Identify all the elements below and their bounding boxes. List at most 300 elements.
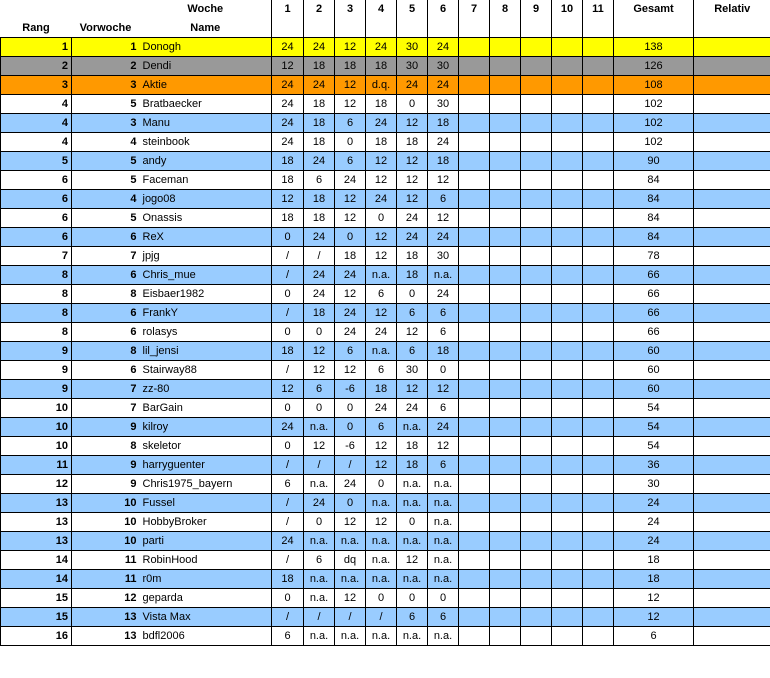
name-cell: jpjg [140,246,272,265]
week-score-cell [490,607,521,626]
week-score-cell [490,360,521,379]
week-score-cell [521,569,552,588]
table-row[interactable] [1,265,770,284]
rang-cell: 9 [1,379,72,398]
week-score-cell [552,455,583,474]
week-score-cell: 12 [366,436,397,455]
week-score-cell [459,265,490,284]
relativ-cell [694,246,770,265]
vorwoche-cell: 9 [72,417,140,436]
week-score-cell: 12 [335,588,366,607]
table-row[interactable] [1,303,770,322]
week-score-cell [552,113,583,132]
week-subheader [490,19,521,38]
relativ-cell [694,75,770,94]
week-score-cell: 24 [304,493,335,512]
week-score-cell: 0 [397,512,428,531]
gesamt-cell: 66 [614,265,694,284]
header-row-2 [1,19,770,38]
week-score-cell: 24 [335,303,366,322]
week-score-cell [583,493,614,512]
week-subheader [397,19,428,38]
week-score-cell: 12 [397,151,428,170]
week-score-cell [583,455,614,474]
week-score-cell [552,379,583,398]
rang-cell: 13 [1,493,72,512]
week-score-cell [490,56,521,75]
gesamt-cell: 84 [614,170,694,189]
week-score-cell: 24 [366,189,397,208]
week-subheader [366,19,397,38]
gesamt-cell: 102 [614,132,694,151]
week-score-cell: dq [335,550,366,569]
week-score-cell: 24 [366,322,397,341]
week-score-cell: 24 [272,75,304,94]
table-row[interactable] [1,208,770,227]
gesamt-cell: 60 [614,379,694,398]
week-score-cell [521,265,552,284]
table-row[interactable] [1,417,770,436]
week-score-cell: n.a. [304,417,335,436]
week-score-cell [583,550,614,569]
week-score-cell: 0 [397,94,428,113]
rang-cell: 4 [1,94,72,113]
relativ-cell [694,436,770,455]
gesamt-cell: 30 [614,474,694,493]
week-score-cell [490,94,521,113]
rang-cell: 12 [1,474,72,493]
week-score-cell: d.q. [366,75,397,94]
vorwoche-cell: 9 [72,455,140,474]
week-score-cell: 6 [397,341,428,360]
week-score-cell: 0 [335,132,366,151]
gesamt-cell: 102 [614,113,694,132]
week-score-cell [521,37,552,56]
week-score-cell: 18 [397,455,428,474]
rang-cell: 4 [1,132,72,151]
week-score-cell [459,246,490,265]
relativ-cell [694,417,770,436]
week-score-cell: 18 [272,569,304,588]
vorwoche-cell: 6 [72,360,140,379]
table-row[interactable] [1,341,770,360]
week-score-cell: 12 [397,379,428,398]
week-score-cell: n.a. [366,493,397,512]
week-score-cell [459,227,490,246]
week-score-cell: n.a. [366,550,397,569]
week-score-cell [521,531,552,550]
week-score-cell: 12 [304,436,335,455]
week-score-cell: 12 [335,189,366,208]
week-score-cell [583,436,614,455]
week-score-cell [521,626,552,645]
week-score-cell: 24 [304,284,335,303]
gesamt-cell: 54 [614,417,694,436]
week-score-cell: n.a. [428,550,459,569]
vorwoche-cell: 5 [72,94,140,113]
table-row[interactable] [1,151,770,170]
week-score-cell: / [272,512,304,531]
week-score-cell: 24 [397,208,428,227]
table-row[interactable] [1,531,770,550]
gesamt-cell: 84 [614,227,694,246]
week-score-cell [583,341,614,360]
week-score-cell: n.a. [366,531,397,550]
week-score-cell [521,379,552,398]
rang-cell: 13 [1,512,72,531]
week-score-cell [521,436,552,455]
table-row[interactable] [1,322,770,341]
week-score-cell: 12 [304,341,335,360]
week-score-cell [490,531,521,550]
table-row[interactable] [1,170,770,189]
week-score-cell [490,569,521,588]
week-score-cell: 12 [397,113,428,132]
relativ-cell [694,132,770,151]
rang-header: Rang [1,19,72,38]
week-score-cell: 24 [428,37,459,56]
week-score-cell [459,493,490,512]
week-header-4: 4 [366,0,397,19]
table-row[interactable] [1,512,770,531]
table-row[interactable] [1,588,770,607]
week-header-10: 10 [552,0,583,19]
week-header-2: 2 [304,0,335,19]
name-cell: skeletor [140,436,272,455]
week-score-cell: 12 [366,246,397,265]
relativ-cell [694,341,770,360]
gesamt-cell: 84 [614,189,694,208]
week-header-5: 5 [397,0,428,19]
table-row[interactable] [1,360,770,379]
week-score-cell [490,436,521,455]
week-score-cell: 12 [335,360,366,379]
week-score-cell: 6 [366,360,397,379]
week-score-cell [521,113,552,132]
week-score-cell [521,588,552,607]
relativ-cell [694,94,770,113]
table-row[interactable] [1,75,770,94]
week-score-cell: 18 [397,246,428,265]
week-score-cell: 12 [397,189,428,208]
week-score-cell [490,132,521,151]
week-score-cell: 24 [397,227,428,246]
rang-cell: 4 [1,113,72,132]
vorwoche-cell: 7 [72,398,140,417]
week-score-cell: 6 [335,151,366,170]
relativ-cell [694,189,770,208]
table-row[interactable] [1,37,770,56]
week-score-cell: 18 [397,132,428,151]
week-score-cell [552,189,583,208]
week-header-9: 9 [521,0,552,19]
vorwoche-cell: 4 [72,132,140,151]
week-score-cell: n.a. [397,626,428,645]
rang-cell: 8 [1,322,72,341]
week-score-cell: 30 [397,360,428,379]
rang-cell: 10 [1,417,72,436]
week-score-cell [583,227,614,246]
week-score-cell [459,37,490,56]
week-score-cell: 0 [366,208,397,227]
week-score-cell: n.a. [304,588,335,607]
week-score-cell [552,607,583,626]
week-score-cell [521,56,552,75]
week-score-cell [552,56,583,75]
vorwoche-cell: 7 [72,379,140,398]
gesamt-cell: 24 [614,493,694,512]
week-score-cell: 12 [397,170,428,189]
week-score-cell: n.a. [428,569,459,588]
table-row[interactable] [1,113,770,132]
week-score-cell [583,151,614,170]
vorwoche-cell: 5 [72,208,140,227]
week-score-cell: 18 [335,246,366,265]
rang-cell: 6 [1,189,72,208]
table-row[interactable] [1,398,770,417]
week-score-cell: 12 [366,303,397,322]
relativ-cell [694,113,770,132]
week-score-cell: 24 [397,75,428,94]
week-score-cell [583,607,614,626]
week-score-cell: 12 [428,208,459,227]
name-cell: Eisbaer1982 [140,284,272,303]
week-score-cell: / [335,455,366,474]
week-score-cell: 24 [272,531,304,550]
week-score-cell: 6 [428,322,459,341]
table-row[interactable] [1,455,770,474]
week-score-cell: 12 [335,75,366,94]
week-score-cell: / [335,607,366,626]
gesamt-cell: 66 [614,284,694,303]
relativ-cell [694,360,770,379]
table-row[interactable] [1,94,770,113]
week-score-cell [552,170,583,189]
week-score-cell: 12 [366,151,397,170]
name-cell: bdfl2006 [140,626,272,645]
rang-cell: 1 [1,37,72,56]
relativ-cell [694,398,770,417]
name-cell: jogo08 [140,189,272,208]
table-row[interactable] [1,626,770,645]
week-score-cell [583,531,614,550]
week-score-cell: 24 [428,227,459,246]
rang-cell: 8 [1,284,72,303]
week-score-cell [490,341,521,360]
header-empty-rang [1,0,72,19]
name-cell: Chris1975_bayern [140,474,272,493]
table-row[interactable] [1,474,770,493]
vorwoche-cell: 6 [72,303,140,322]
week-score-cell [490,151,521,170]
week-score-cell [521,398,552,417]
week-score-cell: 24 [272,94,304,113]
gesamt-subheader [614,19,694,38]
name-cell: r0m [140,569,272,588]
week-score-cell [459,113,490,132]
name-cell: HobbyBroker [140,512,272,531]
table-row[interactable] [1,550,770,569]
rang-cell: 8 [1,265,72,284]
name-cell: Chris_mue [140,265,272,284]
gesamt-cell: 138 [614,37,694,56]
week-score-cell: 0 [397,588,428,607]
vorwoche-cell: 6 [72,227,140,246]
name-cell: kilroy [140,417,272,436]
week-header-1: 1 [272,0,304,19]
rang-cell: 6 [1,227,72,246]
gesamt-cell: 84 [614,208,694,227]
week-score-cell [552,227,583,246]
week-score-cell: 18 [304,132,335,151]
week-score-cell: / [272,455,304,474]
week-score-cell [521,189,552,208]
week-score-cell [459,56,490,75]
table-row[interactable] [1,436,770,455]
gesamt-cell: 78 [614,246,694,265]
table-row[interactable] [1,56,770,75]
week-score-cell: 6 [335,113,366,132]
week-score-cell: 6 [428,189,459,208]
week-score-cell: n.a. [335,531,366,550]
week-score-cell [583,398,614,417]
relativ-cell [694,607,770,626]
relativ-cell [694,531,770,550]
week-score-cell: 24 [366,37,397,56]
week-score-cell [490,512,521,531]
relativ-cell [694,550,770,569]
week-score-cell [583,360,614,379]
table-row[interactable] [1,246,770,265]
vorwoche-cell: 1 [72,37,140,56]
week-score-cell: n.a. [397,569,428,588]
week-score-cell [552,550,583,569]
week-subheader [552,19,583,38]
table-row[interactable] [1,607,770,626]
gesamt-cell: 12 [614,607,694,626]
woche-header: Woche [187,3,224,16]
week-score-cell [521,170,552,189]
gesamt-cell: 60 [614,360,694,379]
relativ-cell [694,322,770,341]
week-score-cell [490,303,521,322]
gesamt-cell: 108 [614,75,694,94]
table-row[interactable] [1,189,770,208]
week-score-cell [459,550,490,569]
week-score-cell [552,132,583,151]
table-row[interactable] [1,493,770,512]
week-score-cell [459,322,490,341]
rang-cell: 3 [1,75,72,94]
week-score-cell: 0 [335,417,366,436]
week-score-cell: / [304,246,335,265]
week-score-cell: 6 [397,607,428,626]
week-score-cell [521,360,552,379]
table-row[interactable] [1,132,770,151]
vorwoche-cell: 6 [72,322,140,341]
week-score-cell: 18 [272,170,304,189]
week-score-cell [552,37,583,56]
week-score-cell [490,113,521,132]
week-score-cell: 6 [428,455,459,474]
week-score-cell [552,94,583,113]
table-row[interactable] [1,569,770,588]
rang-cell: 2 [1,56,72,75]
vorwoche-cell: 7 [72,246,140,265]
week-score-cell: 6 [304,170,335,189]
name-cell: Aktie [140,75,272,94]
week-score-cell: 12 [397,322,428,341]
week-score-cell: n.a. [304,474,335,493]
name-cell: Manu [140,113,272,132]
name-cell: rolasys [140,322,272,341]
week-score-cell: n.a. [335,626,366,645]
week-score-cell [552,398,583,417]
week-score-cell [490,474,521,493]
week-score-cell: 18 [304,56,335,75]
week-score-cell [521,417,552,436]
week-score-cell [552,151,583,170]
week-score-cell [490,455,521,474]
week-score-cell [459,417,490,436]
week-score-cell [521,227,552,246]
week-score-cell [490,208,521,227]
name-cell: Dendi [140,56,272,75]
table-row[interactable] [1,284,770,303]
week-score-cell: 18 [304,94,335,113]
week-score-cell: n.a. [304,626,335,645]
vorwoche-cell: 11 [72,569,140,588]
week-score-cell [490,398,521,417]
gesamt-cell: 12 [614,588,694,607]
week-score-cell: 30 [397,37,428,56]
week-score-cell: 0 [304,322,335,341]
week-header-7: 7 [459,0,490,19]
table-row[interactable] [1,227,770,246]
week-score-cell [490,170,521,189]
gesamt-cell: 24 [614,531,694,550]
rang-cell: 5 [1,151,72,170]
week-score-cell: 18 [366,56,397,75]
week-score-cell [490,189,521,208]
rang-cell: 7 [1,246,72,265]
week-score-cell: 30 [428,246,459,265]
gesamt-cell: 54 [614,436,694,455]
week-score-cell: 0 [428,360,459,379]
week-score-cell [552,436,583,455]
week-score-cell: 18 [428,151,459,170]
ranking-rows [1,37,770,645]
name-cell: Donogh [140,37,272,56]
week-score-cell [521,455,552,474]
table-row[interactable] [1,379,770,398]
vorwoche-cell: 8 [72,436,140,455]
week-score-cell [459,75,490,94]
week-score-cell [521,474,552,493]
week-score-cell: 0 [397,284,428,303]
gesamt-cell: 6 [614,626,694,645]
week-score-cell [490,379,521,398]
week-score-cell: 6 [335,341,366,360]
week-score-cell: n.a. [366,569,397,588]
week-score-cell [521,284,552,303]
week-score-cell [521,75,552,94]
vorwoche-cell: 5 [72,170,140,189]
week-score-cell: 24 [428,132,459,151]
week-subheader [304,19,335,38]
week-score-cell [459,151,490,170]
vorwoche-cell: 12 [72,588,140,607]
